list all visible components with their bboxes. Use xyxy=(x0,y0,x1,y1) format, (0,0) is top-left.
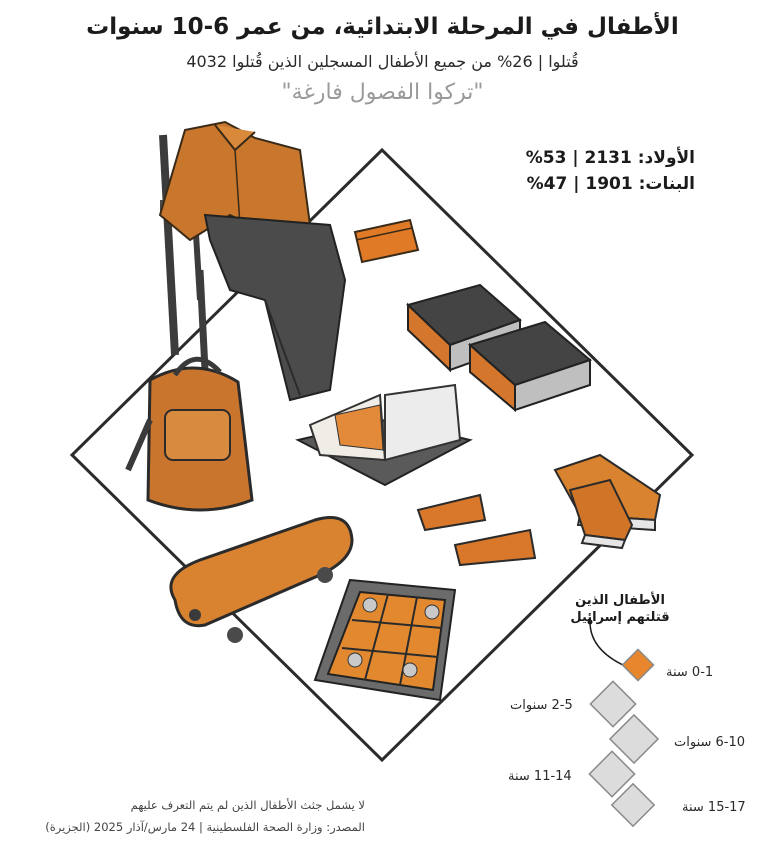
age-diamond-0-1 xyxy=(622,649,653,680)
age-label-2-5: 2-5 سنوات xyxy=(510,698,573,713)
page-subtitle: قُتلوا | 26% من جميع الأطفال المسجلين الذين قُتلوا 4032 xyxy=(186,52,579,71)
open-notebook-icon xyxy=(298,385,470,485)
pencil-pouch-icon xyxy=(355,220,418,262)
boys-stat: الأولاد: 2131 | 53% xyxy=(525,148,695,168)
chair-with-uniform-icon xyxy=(160,122,345,400)
age-label-11-14: 11-14 سنة xyxy=(508,769,572,784)
skateboard-icon xyxy=(171,518,352,644)
tic-tac-toe-board-icon xyxy=(315,580,455,700)
sneakers-icon xyxy=(555,455,660,548)
source-credit: المصدر: وزارة الصحة الفلسطينية | 24 مارس/آذار 2025 (الجزيرة) xyxy=(45,820,365,834)
page-quote: "تركوا الفصول فارغة" xyxy=(281,80,484,105)
age-label-15-17: 15-17 سنة xyxy=(682,800,746,815)
erasers-icon xyxy=(418,495,535,565)
age-label-6-10: 6-10 سنوات xyxy=(674,735,746,750)
legend-title: الأطفال الذين قتلتهم إسرائيل xyxy=(570,593,670,625)
page-title: الأطفال في المرحلة الابتدائية، من عمر 6-10 سنوات xyxy=(86,14,679,40)
age-label-0-1: 0-1 سنة xyxy=(666,665,714,680)
footnote: لا يشمل جثث الأطفال الذين لم يتم التعرف عليهم xyxy=(130,798,365,812)
girls-stat: البنات: 1901 | 47% xyxy=(526,174,695,194)
